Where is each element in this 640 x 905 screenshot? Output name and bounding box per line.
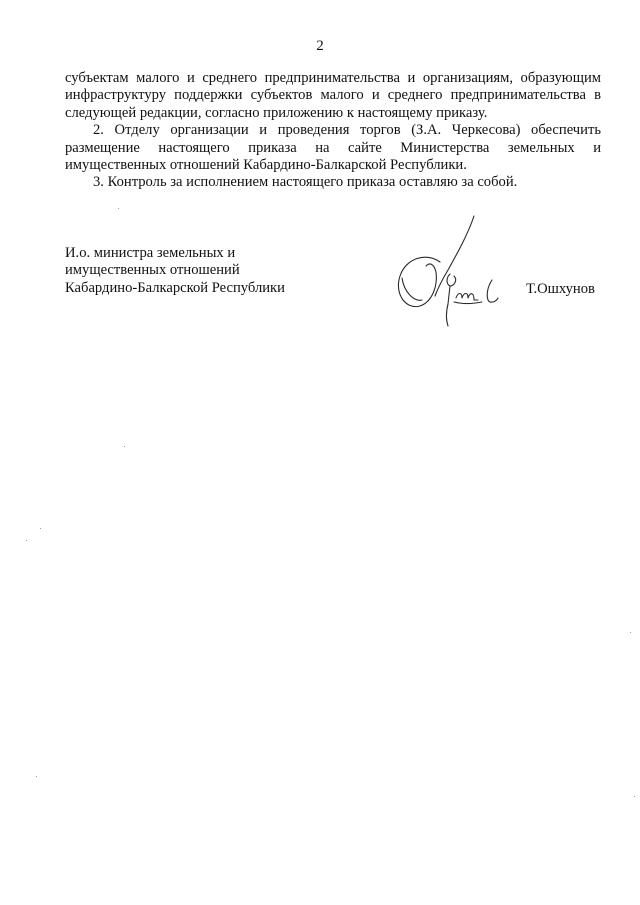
signatory-title-line: И.о. министра земельных и [65,245,236,261]
signatory-title-line: Кабардино-Балкарской Республики [65,279,285,296]
scan-speck [40,528,41,529]
scan-speck [634,796,635,797]
scan-speck [124,446,125,447]
signatory-title [65,245,285,297]
signer-name: Т.Ошхунов [526,281,595,297]
paragraph-item-2: 2. Отделу организации и проведения торгов (З.А. Черкесова) обеспечить размещение настоящего приказа на сайте Министерства земельных и имущественных отношений Кабардино-Балкарской Республики. [65,122,601,174]
paragraph-continuation: субъектам малого и среднего предпринимательства и организациям, образующим инфраструктуру поддержки субъектов малого и среднего предпринимательства в следующей редакции, согласно приложению к настоящему приказу. [65,70,601,121]
scan-speck [118,208,119,209]
signatory-title-line: имущественных отношений [65,262,240,279]
scan-speck [26,540,27,541]
scan-speck [630,632,631,633]
handwritten-signature [388,212,518,332]
document-body [65,70,601,192]
paragraph-item-3: 3. Контроль за исполнением настоящего приказа оставляю за собой. [93,174,518,191]
scan-speck [36,776,37,777]
page-number: 2 [316,38,324,54]
